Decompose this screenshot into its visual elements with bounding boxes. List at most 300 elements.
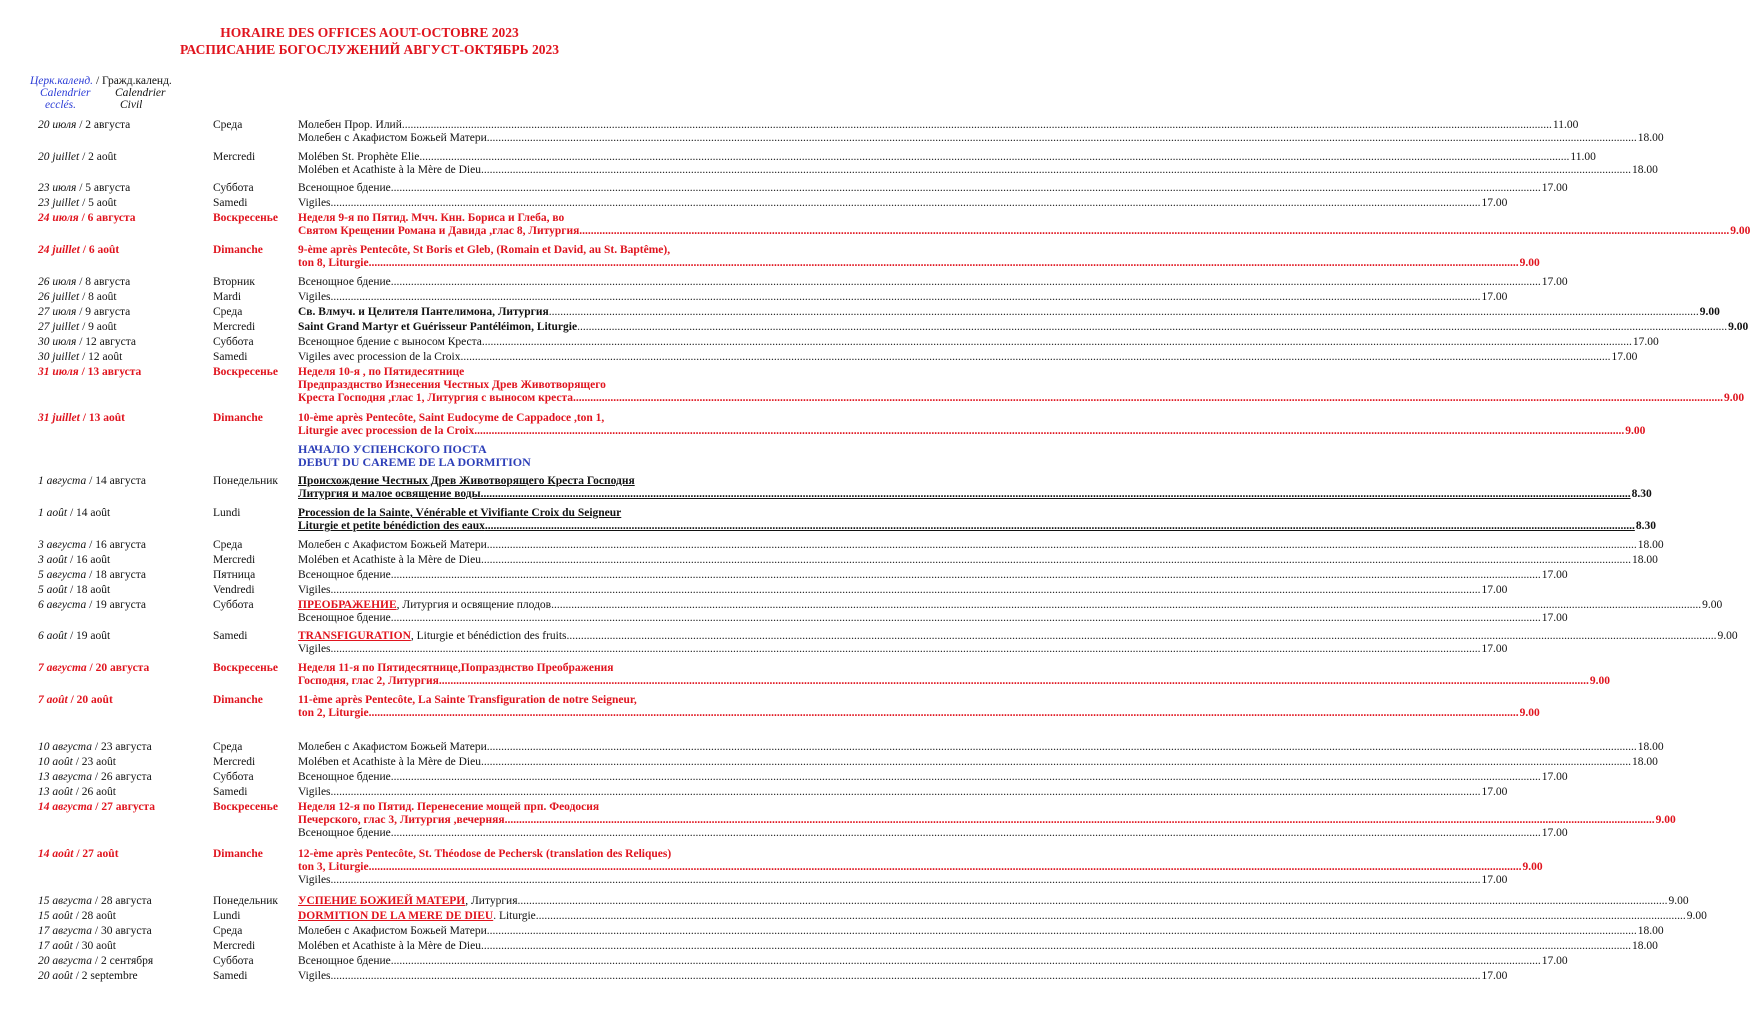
weekday: Воскресенье <box>213 212 278 224</box>
dot-leader: ................................................................................................................................................................................................................................................................................................................................................................................................................ <box>390 955 1541 967</box>
service-text: Литургия и малое освящение воды <box>298 488 481 500</box>
entry-date: 17 августа / 30 августа <box>38 925 152 937</box>
service-line <box>298 306 1720 319</box>
dot-leader: ................................................................................................................................................................................................................................................................................................................................................................................................................ <box>551 599 1702 611</box>
service-text: Всенощное бдение <box>298 955 391 967</box>
date-ecclesiastical: 3 августа <box>38 539 87 551</box>
date-ecclesiastical: 31 июля <box>38 366 79 378</box>
service-line <box>298 151 1596 164</box>
dot-leader: ................................................................................................................................................................................................................................................................................................................................................................................................................ <box>438 675 1589 687</box>
service-line <box>298 244 698 257</box>
date-civil: 2 сентября <box>100 955 154 967</box>
dot-leader: ................................................................................................................................................................................................................................................................................................................................................................................................................ <box>504 814 1655 826</box>
service-time: 11.00 <box>1552 119 1579 131</box>
dot-leader: ................................................................................................................................................................................................................................................................................................................................................................................................................ <box>481 336 1632 348</box>
service-line <box>298 694 698 707</box>
date-ecclesiastical: 17 août <box>38 940 73 952</box>
weekday: Dimanche <box>213 848 263 860</box>
dot-leader: ................................................................................................................................................................................................................................................................................................................................................................................................................ <box>390 827 1541 839</box>
date-ecclesiastical: 27 juillet <box>38 321 80 333</box>
service-time: 17.00 <box>1541 827 1568 839</box>
weekday: Lundi <box>213 507 241 519</box>
service-text <box>298 910 536 923</box>
service-time: 17.00 <box>1541 276 1568 288</box>
service-time: 17.00 <box>1481 643 1508 655</box>
service-text: Всенощное бдение <box>298 771 391 783</box>
weekday: Dimanche <box>213 412 263 424</box>
weekday: Samedi <box>213 786 248 798</box>
date-civil: 9 августа <box>85 306 131 318</box>
service-line <box>298 392 1745 405</box>
service-line <box>298 182 1568 195</box>
weekday: Samedi <box>213 970 248 982</box>
service-description <box>298 212 1750 238</box>
service-time: 17.00 <box>1481 874 1508 886</box>
service-line <box>298 940 1658 953</box>
date-civil: 8 août <box>88 291 117 303</box>
service-text: Procession de la Sainte, Vénérable et Vivifiante Croix du Seigneur <box>298 507 622 519</box>
dot-leader: ................................................................................................................................................................................................................................................................................................................................................................................................................ <box>480 940 1631 952</box>
service-time: 9.00 <box>1522 861 1543 873</box>
date-civil: 14 août <box>76 507 111 519</box>
service-text: Всенощное бдение <box>298 182 391 194</box>
service-text: ton 2, Liturgie <box>298 707 369 719</box>
date-ecclesiastical: 31 juillet <box>38 412 80 424</box>
dot-leader: ................................................................................................................................................................................................................................................................................................................................................................................................................ <box>480 756 1631 768</box>
service-text: Molében et Acathiste à la Mère de Dieu <box>298 940 481 952</box>
service-line <box>298 539 1664 552</box>
service-text: DEBUT DU CAREME DE LA DORMITION <box>298 455 531 469</box>
weekday: Воскресенье <box>213 366 278 378</box>
weekday: Пятница <box>213 569 256 581</box>
service-text: Святом Крещении Романа и Давида ,глас 8, Литургия <box>298 225 580 237</box>
weekday: Mercredi <box>213 151 256 163</box>
weekday: Dimanche <box>213 244 263 256</box>
entry-date: 1 августа / 14 августа <box>38 475 146 487</box>
feast-service: . Liturgie <box>493 910 536 922</box>
date-ecclesiastical: 6 août <box>38 630 68 642</box>
service-description <box>298 756 1658 769</box>
service-text: Vigiles <box>298 291 331 303</box>
service-text: Молебен с Акафистом Божьей Матери <box>298 539 487 551</box>
service-time: 17.00 <box>1611 351 1638 363</box>
date-civil: 13 août <box>88 412 125 424</box>
weekday: Samedi <box>213 351 248 363</box>
weekday: Vendredi <box>213 584 255 596</box>
weekday: Dimanche <box>213 694 263 706</box>
entry-date: 7 августа / 20 августа <box>38 662 150 674</box>
service-text: Saint Grand Martyr et Guérisseur Pantéléimon, Liturgie <box>298 321 578 333</box>
dot-leader: ................................................................................................................................................................................................................................................................................................................................................................................................................ <box>548 306 1699 318</box>
service-line <box>298 771 1568 784</box>
weekday: Вторник <box>213 276 255 288</box>
date-civil: 18 août <box>76 584 111 596</box>
date-ecclesiastical: 5 августа <box>38 569 87 581</box>
dot-leader: ................................................................................................................................................................................................................................................................................................................................................................................................................ <box>368 257 1519 269</box>
date-ecclesiastical: 10 августа <box>38 741 93 753</box>
service-text: Vigiles <box>298 584 331 596</box>
entry-date: 26 juillet / 8 août <box>38 291 117 303</box>
service-time: 9.00 <box>1686 910 1707 922</box>
service-line <box>298 814 1676 827</box>
date-civil: 20 août <box>76 694 113 706</box>
date-ecclesiastical: 1 août <box>38 507 68 519</box>
date-ecclesiastical: 26 июля <box>38 276 77 288</box>
service-text: 10-ème après Pentecôte, Saint Eudocyme de Cappadoce ,ton 1, <box>298 412 605 424</box>
dot-leader: ................................................................................................................................................................................................................................................................................................................................................................................................................ <box>486 925 1637 937</box>
date-ecclesiastical: 5 août <box>38 584 68 596</box>
dot-leader: ................................................................................................................................................................................................................................................................................................................................................................................................................ <box>480 554 1631 566</box>
service-description <box>298 276 1568 289</box>
service-description <box>298 599 1723 625</box>
service-text: Неделя 10-я , по Пятидесятнице <box>298 366 465 378</box>
service-text: Молебен Прор. Илий <box>298 119 402 131</box>
service-time: 18.00 <box>1631 756 1658 768</box>
service-line <box>298 861 1543 874</box>
service-description <box>298 630 1738 656</box>
date-civil: 26 août <box>81 786 116 798</box>
service-description <box>298 848 1543 887</box>
dot-leader: ................................................................................................................................................................................................................................................................................................................................................................................................................ <box>330 970 1481 982</box>
service-time: 17.00 <box>1541 955 1568 967</box>
weekday: Mardi <box>213 291 242 303</box>
weekday: Mercredi <box>213 940 256 952</box>
entry-date: 6 août / 19 août <box>38 630 111 642</box>
entry-date: 31 июля / 13 августа <box>38 366 142 378</box>
service-time: 9.00 <box>1702 599 1723 611</box>
dot-leader: ................................................................................................................................................................................................................................................................................................................................................................................................................ <box>368 707 1519 719</box>
service-time: 9.00 <box>1519 707 1540 719</box>
service-line <box>298 119 1579 132</box>
service-description <box>298 940 1658 953</box>
weekday: Суббота <box>213 336 254 348</box>
date-civil: 28 августа <box>100 895 152 907</box>
service-time: 17.00 <box>1481 291 1508 303</box>
service-description <box>298 336 1659 349</box>
service-line <box>298 212 698 225</box>
date-civil: 6 августа <box>87 212 136 224</box>
date-civil: 18 августа <box>95 569 146 581</box>
service-text: Vigiles <box>298 643 331 655</box>
entry-date: 13 августа / 26 августа <box>38 771 152 783</box>
legend-eccl-fr-2: ecclés. <box>45 99 76 111</box>
weekday: Mercredi <box>213 321 256 333</box>
weekday: Суббота <box>213 182 254 194</box>
service-line <box>298 291 1508 304</box>
service-time: 18.00 <box>1631 940 1658 952</box>
weekday: Mercredi <box>213 554 256 566</box>
dot-leader: ................................................................................................................................................................................................................................................................................................................................................................................................................ <box>330 874 1481 886</box>
feast-name: ПРЕОБРАЖЕНИЕ <box>298 599 397 611</box>
service-line <box>298 756 1658 769</box>
service-time: 17.00 <box>1541 771 1568 783</box>
service-time: 8.30 <box>1635 520 1656 532</box>
service-description <box>298 584 1508 597</box>
service-description <box>298 955 1568 968</box>
service-text: Св. Влмуч. и Целителя Пантелимона, Литургия <box>298 306 549 318</box>
dot-leader: ................................................................................................................................................................................................................................................................................................................................................................................................................ <box>535 910 1686 922</box>
service-line <box>298 584 1508 597</box>
service-line <box>298 257 1540 270</box>
feast-name: DORMITION DE LA MERE DE DIEU <box>298 910 494 922</box>
service-description <box>298 291 1508 304</box>
service-text: Неделя 11-я по Пятидесятнице,Попразднство Преображения <box>298 662 614 674</box>
service-description <box>298 182 1568 195</box>
service-line <box>298 662 698 675</box>
service-time: 18.00 <box>1637 132 1664 144</box>
service-text: Vigiles <box>298 786 331 798</box>
weekday: Lundi <box>213 910 241 922</box>
service-text <box>298 895 518 908</box>
date-ecclesiastical: 15 août <box>38 910 73 922</box>
dot-leader: ................................................................................................................................................................................................................................................................................................................................................................................................................ <box>419 151 1570 163</box>
entry-date: 31 juillet / 13 août <box>38 412 125 424</box>
date-civil: 13 августа <box>87 366 142 378</box>
legend-slash: / <box>93 75 103 87</box>
service-text: Происхождение Честных Древ Животворящего Креста Господня <box>298 475 635 487</box>
date-ecclesiastical: 1 августа <box>38 475 87 487</box>
title-french: HORAIRE DES OFFICES AOUT-OCTOBRE 2023 <box>220 25 519 40</box>
entry-date: 20 juillet / 2 août <box>38 151 117 163</box>
service-description <box>298 351 1638 364</box>
weekday: Суббота <box>213 771 254 783</box>
service-line <box>298 925 1664 938</box>
title-russian: РАСПИСАНИЕ БОГОСЛУЖЕНИЙ АВГУСТ-ОКТЯБРЬ 2023 <box>180 42 559 57</box>
service-text: Молебен с Акафистом Божьей Матери <box>298 132 487 144</box>
legend-civ-fr-1: Calendrier <box>115 87 166 99</box>
service-line <box>298 197 1508 210</box>
date-civil: 16 августа <box>95 539 146 551</box>
date-ecclesiastical: 24 juillet <box>38 244 80 256</box>
weekday: Mercredi <box>213 756 256 768</box>
service-time: 17.00 <box>1541 182 1568 194</box>
entry-date: 14 августа / 27 августа <box>38 801 155 813</box>
entry-date: 3 августа / 16 августа <box>38 539 146 551</box>
service-description <box>298 801 1676 840</box>
legend-civ-fr-2: Civil <box>120 99 143 111</box>
service-line <box>298 569 1568 582</box>
service-line <box>298 970 1508 983</box>
service-description <box>298 662 1610 688</box>
service-text: Vigiles avec procession de la Croix <box>298 351 461 363</box>
service-text: Molében St. Prophète Elie <box>298 151 420 163</box>
entry-date: 10 août / 23 août <box>38 756 116 768</box>
entry-date: 30 июля / 12 августа <box>38 336 137 348</box>
service-time: 17.00 <box>1481 970 1508 982</box>
service-time: 18.00 <box>1631 164 1658 176</box>
service-description <box>298 970 1508 983</box>
date-civil: 16 août <box>76 554 111 566</box>
document-header <box>0 24 739 58</box>
entry-date: 20 июля / 2 августа <box>38 119 131 131</box>
service-line <box>298 612 1568 625</box>
date-ecclesiastical: 20 août <box>38 970 73 982</box>
date-civil: 28 août <box>81 910 116 922</box>
service-description <box>298 741 1664 754</box>
service-line <box>298 675 1610 688</box>
date-civil: 2 августа <box>85 119 131 131</box>
service-line <box>298 554 1658 567</box>
dot-leader: ................................................................................................................................................................................................................................................................................................................................................................................................................ <box>330 291 1481 303</box>
service-line <box>298 379 698 392</box>
service-time: 18.00 <box>1637 741 1664 753</box>
service-description <box>298 306 1720 319</box>
service-time: 17.00 <box>1541 612 1568 624</box>
service-time: 9.00 <box>1728 321 1749 333</box>
service-line <box>298 425 1646 438</box>
entry-date: 20 августа / 2 сентября <box>38 955 154 967</box>
date-civil: 20 августа <box>95 662 150 674</box>
service-time: 11.00 <box>1570 151 1596 163</box>
entry-date: 5 août / 18 août <box>38 584 111 596</box>
service-line <box>298 520 1656 533</box>
service-text: Молебен с Акафистом Божьей Матери <box>298 741 487 753</box>
date-ecclesiastical: 7 août <box>38 694 68 706</box>
date-ecclesiastical: 24 июля <box>38 212 79 224</box>
service-description <box>298 895 1689 908</box>
date-civil: 30 августа <box>100 925 152 937</box>
entry-date: 5 августа / 18 августа <box>38 569 146 581</box>
service-description <box>298 694 1540 720</box>
weekday: Среда <box>213 539 243 551</box>
entry-date: 3 août / 16 août <box>38 554 111 566</box>
service-description <box>298 412 1646 438</box>
service-description <box>298 771 1568 784</box>
service-description <box>298 321 1749 334</box>
entry-date: 6 августа / 19 августа <box>38 599 146 611</box>
service-time: 9.00 <box>1625 425 1646 437</box>
date-ecclesiastical: 20 июля <box>38 119 77 131</box>
service-text: Liturgie avec procession de la Croix <box>298 425 475 437</box>
weekday: Samedi <box>213 197 248 209</box>
entry-date: 23 juillet / 5 août <box>38 197 117 209</box>
service-description <box>298 569 1568 582</box>
service-line <box>298 225 1750 238</box>
service-text <box>298 630 567 643</box>
dot-leader: ................................................................................................................................................................................................................................................................................................................................................................................................................ <box>573 392 1724 404</box>
service-time: 18.00 <box>1637 539 1664 551</box>
entry-date: 10 августа / 23 августа <box>38 741 152 753</box>
date-civil: 27 août <box>82 848 119 860</box>
date-ecclesiastical: 30 июля <box>38 336 77 348</box>
service-line <box>298 488 1652 501</box>
service-time: 17.00 <box>1481 584 1508 596</box>
date-ecclesiastical: 27 июля <box>38 306 77 318</box>
service-time: 18.00 <box>1631 554 1658 566</box>
service-text: Всенощное бдение <box>298 612 391 624</box>
service-time: 9.00 <box>1699 306 1720 318</box>
date-ecclesiastical: 10 août <box>38 756 73 768</box>
entry-date: 15 août / 28 août <box>38 910 116 922</box>
weekday: Понедельник <box>213 475 278 487</box>
service-line <box>298 475 698 488</box>
date-ecclesiastical: 7 августа <box>38 662 87 674</box>
dot-leader: ................................................................................................................................................................................................................................................................................................................................................................................................................ <box>486 132 1637 144</box>
service-description <box>298 910 1707 923</box>
weekday: Суббота <box>213 599 254 611</box>
service-line <box>298 321 1749 334</box>
dot-leader: ................................................................................................................................................................................................................................................................................................................................................................................................................ <box>371 861 1522 873</box>
service-text: 12-ème après Pentecôte, St. Théodose de Pechersk (translation des Reliques) <box>298 848 672 860</box>
date-ecclesiastical: 13 августа <box>38 771 93 783</box>
service-line <box>298 599 1723 612</box>
service-line <box>298 741 1664 754</box>
entry-date: 23 июля / 5 августа <box>38 182 131 194</box>
service-text: Господня, глас 2, Литургия <box>298 675 439 687</box>
legend-eccl-fr-1: Calendrier <box>40 87 91 99</box>
dot-leader: ................................................................................................................................................................................................................................................................................................................................................................................................................ <box>390 771 1541 783</box>
date-ecclesiastical: 23 июля <box>38 182 77 194</box>
entry-date: 17 août / 30 août <box>38 940 116 952</box>
service-description <box>298 366 1745 405</box>
date-civil: 5 août <box>88 197 117 209</box>
date-civil: 30 août <box>81 940 116 952</box>
service-text: Всенощное бдение <box>298 276 391 288</box>
service-description <box>298 925 1664 938</box>
service-description <box>298 197 1508 210</box>
service-description <box>298 539 1664 552</box>
service-time: 17.00 <box>1481 786 1508 798</box>
legend-civ-ru: Гражд.календ. <box>102 75 172 87</box>
dot-leader: ................................................................................................................................................................................................................................................................................................................................................................................................................ <box>390 182 1541 194</box>
service-text: Molében et Acathiste à la Mère de Dieu <box>298 756 481 768</box>
dot-leader: ................................................................................................................................................................................................................................................................................................................................................................................................................ <box>577 321 1728 333</box>
service-description <box>298 443 698 469</box>
service-time: 9.00 <box>1717 630 1738 642</box>
dot-leader: ................................................................................................................................................................................................................................................................................................................................................................................................................ <box>390 276 1541 288</box>
date-civil: 26 августа <box>100 771 152 783</box>
service-text: НАЧАЛО УСПЕНСКОГО ПОСТА <box>298 442 487 456</box>
service-text: Неделя 12-я по Пятид. Перенесение мощей прп. Феодосия <box>298 801 600 813</box>
service-description <box>298 507 1656 533</box>
service-text <box>298 599 551 612</box>
weekday: Воскресенье <box>213 801 278 813</box>
service-line <box>298 132 1664 145</box>
dot-leader: ................................................................................................................................................................................................................................................................................................................................................................................................................ <box>401 119 1552 131</box>
date-civil: 19 августа <box>95 599 146 611</box>
service-time: 17.00 <box>1541 569 1568 581</box>
service-line <box>298 507 698 520</box>
date-ecclesiastical: 20 августа <box>38 955 93 967</box>
weekday: Понедельник <box>213 895 278 907</box>
service-line <box>298 955 1568 968</box>
service-line <box>298 786 1508 799</box>
dot-leader: ................................................................................................................................................................................................................................................................................................................................................................................................................ <box>390 612 1541 624</box>
date-civil: 12 августа <box>85 336 137 348</box>
service-text: Vigiles <box>298 874 331 886</box>
date-civil: 12 août <box>88 351 123 363</box>
service-line <box>298 895 1689 908</box>
feast-service: , Liturgie et bénédiction des fruits <box>410 630 567 642</box>
service-text: Всенощное бдение с выносом Креста <box>298 336 482 348</box>
dot-leader: ................................................................................................................................................................................................................................................................................................................................................................................................................ <box>486 539 1637 551</box>
service-line <box>298 366 698 379</box>
weekday: Среда <box>213 925 243 937</box>
service-time: 18.00 <box>1637 925 1664 937</box>
entry-date: 20 août / 2 septembre <box>38 970 138 982</box>
service-text: Vigiles <box>298 970 331 982</box>
date-civil: 27 августа <box>101 801 155 813</box>
entry-date: 27 juillet / 9 août <box>38 321 117 333</box>
feast-service: , Литургия и освящение плодов <box>396 599 552 611</box>
date-civil: 9 août <box>88 321 117 333</box>
dot-leader: ................................................................................................................................................................................................................................................................................................................................................................................................................ <box>330 786 1481 798</box>
weekday: Среда <box>213 119 243 131</box>
dot-leader: ................................................................................................................................................................................................................................................................................................................................................................................................................ <box>330 643 1481 655</box>
service-line <box>298 164 1658 177</box>
date-ecclesiastical: 14 августа <box>38 801 93 813</box>
dot-leader: ................................................................................................................................................................................................................................................................................................................................................................................................................ <box>330 584 1481 596</box>
